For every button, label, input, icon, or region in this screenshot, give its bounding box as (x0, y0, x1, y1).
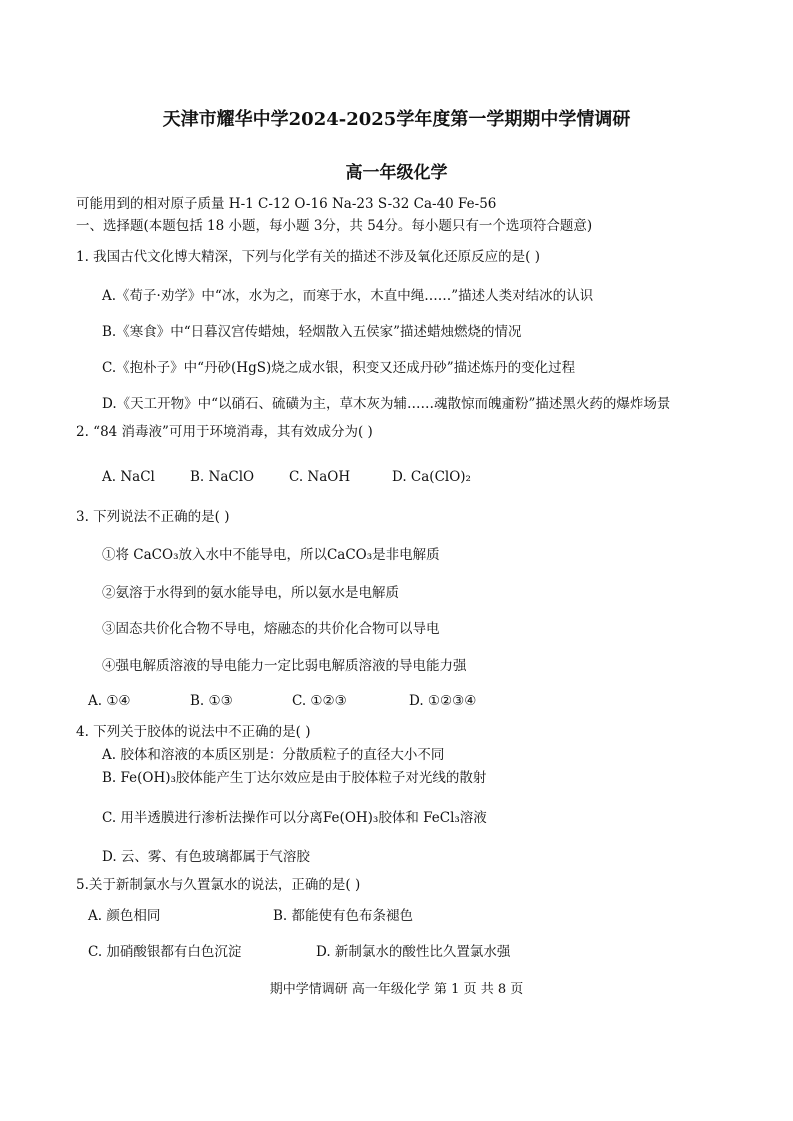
q1-option-c: C.《抱朴子》中“丹砂(HgS)烧之成水银，积变又还成丹砂”描述炼丹的变化过程 (102, 360, 576, 376)
q5-option-a: A. 颜色相同 (88, 908, 161, 924)
q1-stem: 1. 我国古代文化博大精深，下列与化学有关的描述不涉及氧化还原反应的是( ) (76, 249, 540, 265)
q2-option-d: D. Ca(ClO)₂ (392, 469, 471, 485)
q1-option-d: D.《天工开物》中“以硝石、硫磺为主，草木灰为辅……魂散惊而魄齑粉”描述黑火药的爆炸场景 (102, 396, 671, 412)
q5-option-c: C. 加硝酸银都有白色沉淀 (88, 944, 242, 960)
q2-option-a: A. NaCl (102, 469, 155, 485)
q3-statement-4: ④强电解质溶液的导电能力一定比弱电解质溶液的导电能力强 (102, 658, 467, 674)
exam-title: 天津市耀华中学2024-2025学年度第一学期期中学情调研 (162, 109, 631, 130)
q1-option-a: A.《荀子·劝学》中“冰，水为之，而寒于水，木直中绳……”描述人类对结冰的认识 (102, 288, 594, 304)
q2-option-b: B. NaClO (190, 469, 255, 485)
q4-stem: 4. 下列关于胶体的说法中不正确的是( ) (76, 724, 311, 740)
q5-option-d: D. 新制氯水的酸性比久置氯水强 (316, 944, 511, 960)
q3-stem: 3. 下列说法不正确的是( ) (76, 509, 230, 525)
q5-option-b: B. 都能使有色布条褪色 (273, 908, 414, 924)
q3-statement-3: ③固态共价化合物不导电，熔融态的共价化合物可以导电 (102, 621, 440, 637)
q3-option-b: B. ①③ (190, 693, 233, 709)
section-heading: 一、选择题(本题包括 18 小题，每小题 3分，共 54分。每小题只有一个选项符合题意) (76, 218, 593, 234)
q4-option-a: A. 胶体和溶液的本质区别是：分散质粒子的直径大小不同 (102, 747, 445, 763)
q1-option-b: B.《寒食》中“日暮汉宫传蜡烛，轻烟散入五侯家”描述蜡烛燃烧的情况 (102, 324, 522, 340)
q2-stem: 2. “84 消毒液”可用于环境消毒，其有效成分为( ) (76, 424, 373, 440)
q2-option-c: C. NaOH (289, 469, 351, 485)
q3-option-d: D. ①②③④ (409, 693, 477, 709)
q5-stem: 5.关于新制氯水与久置氯水的说法，正确的是( ) (76, 877, 361, 893)
q3-statement-2: ②氨溶于水得到的氨水能导电，所以氨水是电解质 (102, 585, 399, 601)
exam-subtitle: 高一年级化学 (345, 163, 448, 183)
q3-option-a: A. ①④ (88, 693, 131, 709)
page-footer: 期中学情调研 高一年级化学 第 1 页 共 8 页 (269, 982, 524, 997)
q4-option-c: C. 用半透膜进行渗析法操作可以分离Fe(OH)₃胶体和 FeCl₃溶液 (102, 810, 487, 826)
atomic-masses: 可能用到的相对原子质量 H-1 C-12 O-16 Na-23 S-32 Ca-40 Fe-56 (76, 196, 497, 212)
q3-option-c: C. ①②③ (292, 693, 347, 709)
q3-statement-1: ①将 CaCO₃放入水中不能导电，所以CaCO₃是非电解质 (102, 547, 440, 563)
q4-option-d: D. 云、雾、有色玻璃都属于气溶胶 (102, 849, 310, 865)
q4-option-b: B. Fe(OH)₃胶体能产生丁达尔效应是由于胶体粒子对光线的散射 (102, 770, 487, 786)
